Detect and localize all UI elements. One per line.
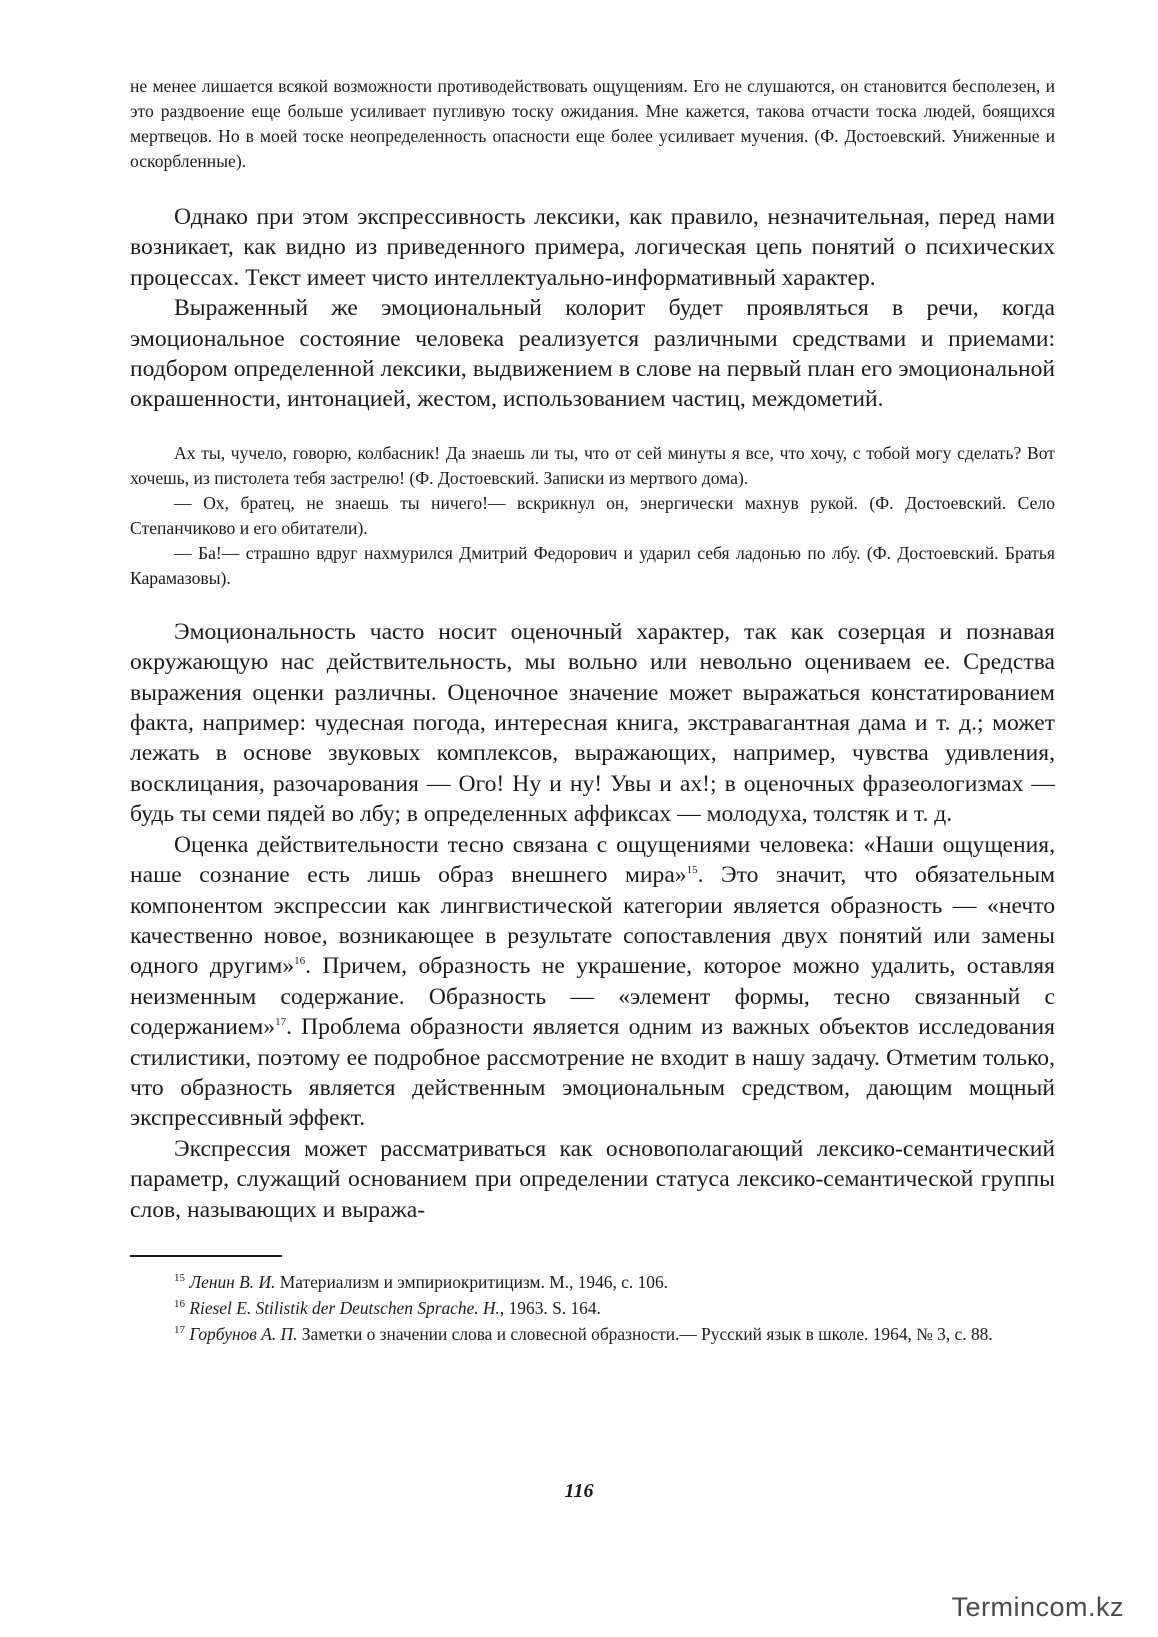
page-number: 116 — [564, 1480, 594, 1502]
paragraph-4-part-d: . Проблема образности является одним из важных объектов исследования стилистики, поэтому ее подробное рассмотрение не входит в нашу задачу. Отметим только, что образность является действенным эмоциональным средством, дающим мощный экспрессивный эффект. — [130, 1014, 1055, 1132]
footnote-number: 16 — [174, 1298, 185, 1311]
quote-example-3: — Ба!— страшно вдруг нахмурился Дмитрий Федорович и ударил себя ладонью по лбу. (Ф. Достоевский. Братья Карамазовы). — [130, 542, 1055, 588]
footnote-text: Заметки о значении слова и словесной образности.— Русский язык в школе. 1964, № 3, с. 88. — [297, 1323, 993, 1344]
quote-top — [130, 74, 1055, 174]
footnote-number: 15 — [174, 1272, 185, 1285]
quote-example-1: Ах ты, чучело, говорю, колбасник! Да знаешь ли ты, что от сей минуты я все, что хочу, с тобой могу сделать? Вот хочешь, из пистолета тебя застрелю! (Ф. Достоевский. Записки из мертвого дома). — [130, 442, 1055, 488]
footnote-author: Riesel E. Stilistik der Deutschen Sprache. H. — [189, 1297, 500, 1318]
paragraph-2: Выраженный же эмоциональный колорит будет проявляться в речи, когда эмоциональное состояние человека реализуется различными средствами и приемами: подбором определенной лексики, выдвижением в слове на первый план его эмоциональной окрашенности, интонацией, жестом, использованием частиц, междометий. — [130, 295, 1055, 413]
quote-example-2: — Ох, братец, не знаешь ты ничего!— вскрикнул он, энергически махнув рукой. (Ф. Достоевский. Село Степанчиково и его обитатели). — [130, 492, 1055, 538]
footnote-16 — [130, 1295, 1055, 1321]
footnote-text: , 1963. S. 164. — [499, 1297, 601, 1318]
footnote-ref-15[interactable]: 15 — [686, 864, 698, 877]
footnote-ref-16[interactable]: 16 — [294, 955, 306, 968]
paragraph-3: Эмоциональность часто носит оценочный характер, так как созерцая и познавая окружающую нас действительность, мы вольно или невольно оцениваем ее. Средства выражения оценки различны. Оценочное значение может выражаться констатированием факта, например: чудесная погода, интересная книга, экстравагантная дама и т. д.; может лежать в основе звуковых комплексов, выражающих, например, чувства удивления, восклицания, разочарования — Ого! Ну и ну! Увы и ах!; в оценочных фразеологизмах — будь ты семи пядей во лбу; в определенных аффиксах — молодуха, толстяк и т. д. — [130, 618, 1055, 828]
footnote-15 — [130, 1269, 1055, 1295]
page-body — [130, 74, 1055, 1347]
footnote-text: Материализм и эмпириокритицизм. М., 1946, с. 106. — [275, 1271, 669, 1292]
paragraph-4-part-b: . Это значит, что обязательным компонентом экспрессии как лингвистической категории является образность — «нечто качественно новое, возникающее в результате сопоставления двух понятий или замены одного другим» — [130, 862, 1055, 980]
site-watermark: Termincom.kz — [951, 1592, 1124, 1622]
quote-examples — [130, 441, 1055, 591]
footnotes — [130, 1269, 1055, 1347]
footnote-ref-17[interactable]: 17 — [275, 1016, 287, 1029]
footnote-number: 17 — [174, 1324, 185, 1337]
paragraph-5: Экспрессия может рассматриваться как основополагающий лексико-семантический параметр, служащий основанием при определении статуса лексико-семантической группы слов, называющих и выража- — [130, 1135, 1055, 1223]
main-text-1 — [130, 202, 1055, 415]
main-text-2 — [130, 617, 1055, 1225]
quote-top-text: не менее лишается всякой возможности противодействовать ощущениям. Его не слушаются, он становится бесполезен, и это раздвоение еще больше усиливает пугливую тоску ожидания. Мне кажется, такова отчасти тоска людей, боящихся мертвецов. Но в моей тоске неопределенность опасности еще более усиливает мучения. (Ф. Достоевский. Униженные и оскорбленные). — [130, 76, 1055, 171]
footnote-author: Ленин В. И. — [189, 1271, 276, 1292]
paragraph-4-part-c: . Причем, образность не украшение, которое можно удалить, оставляя неизменным содержание. Образность — «элемент формы, тесно связанный с содержанием» — [130, 953, 1055, 1041]
footnote-divider — [130, 1255, 282, 1257]
paragraph-4 — [130, 830, 1055, 1134]
paragraph-4-part-a: Оценка действительности тесно связана с ощущениями человека: «Наши ощущения, наше сознание есть лишь образ внешнего мира» — [130, 831, 1055, 889]
footnote-author: Горбунов А. П. — [189, 1323, 298, 1344]
footnote-17 — [130, 1321, 1055, 1347]
paragraph-1: Однако при этом экспрессивность лексики, как правило, незначительная, перед нами возникает, как видно из приведенного примера, логическая цепь понятий о психических процессах. Текст имеет чисто интеллектуально-информативный характер. — [130, 204, 1055, 291]
